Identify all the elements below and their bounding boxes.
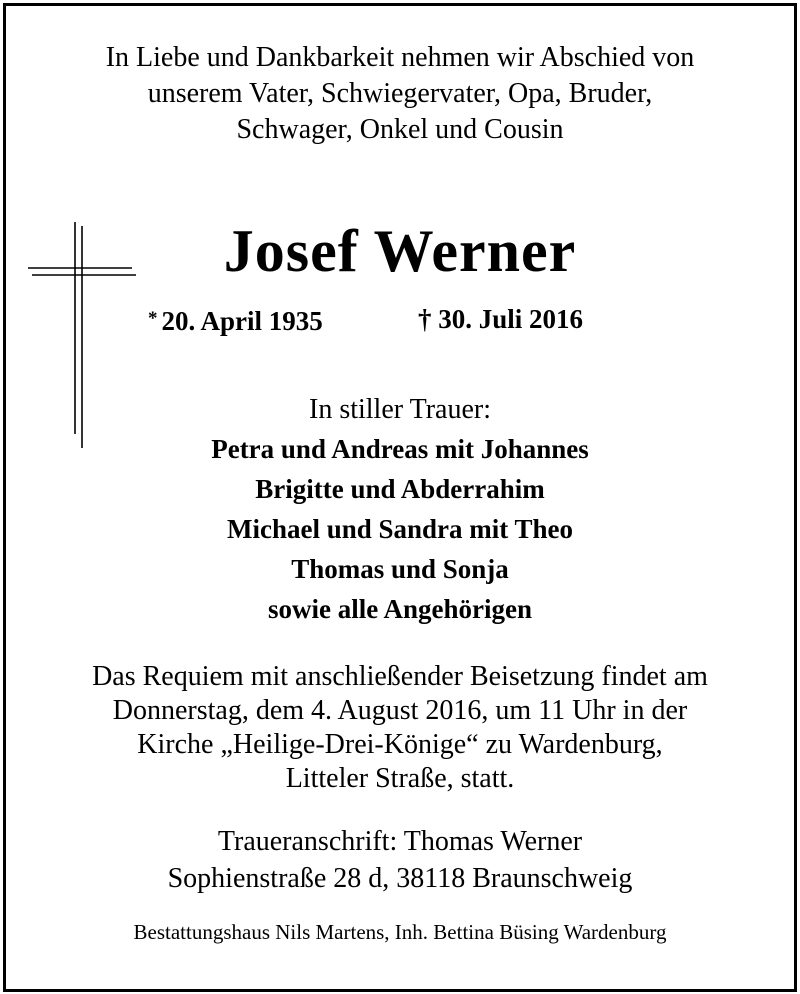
- mourner-name: sowie alle Angehörigen: [268, 594, 532, 624]
- mourners-list: [0, 429, 800, 629]
- service-line: Das Requiem mit anschließender Beisetzung findet am: [92, 661, 708, 692]
- address-line: Sophienstraße 28 d, 38118 Braunschweig: [167, 863, 633, 894]
- service-line: Kirche „Heilige-Drei-Könige“ zu Wardenburg,: [137, 729, 663, 760]
- mourner-name: Thomas und Sonja: [291, 554, 509, 584]
- intro-text: [0, 40, 800, 148]
- mourner-name: Petra und Andreas mit Johannes: [211, 434, 589, 464]
- intro-line: In Liebe und Dankbarkeit nehmen wir Abschied von: [105, 42, 695, 73]
- mourner-name: Michael und Sandra mit Theo: [226, 514, 574, 544]
- mourning-heading: In stiller Trauer:: [309, 394, 491, 425]
- birth-date-line: [148, 302, 323, 338]
- deceased-name: Josef Werner: [223, 218, 577, 284]
- death-date-line: [418, 302, 583, 336]
- death-dagger-icon: †: [418, 304, 432, 334]
- service-info: [0, 660, 800, 796]
- birth-star-icon: *: [148, 308, 158, 329]
- mourning-address: [0, 823, 800, 897]
- birth-date: 20. April 1935: [161, 306, 323, 336]
- death-date: 30. Juli 2016: [438, 304, 584, 334]
- mourner-name: Brigitte und Abderrahim: [255, 474, 545, 504]
- intro-line: Schwager, Onkel und Cousin: [236, 114, 564, 145]
- service-line: Litteler Straße, statt.: [285, 763, 515, 794]
- intro-line: unserem Vater, Schwiegervater, Opa, Bruder,: [147, 78, 653, 109]
- address-line: Traueranschrift: Thomas Werner: [217, 826, 583, 857]
- undertaker-credit: Bestattungshaus Nils Martens, Inh. Bettina Büsing Wardenburg: [133, 920, 667, 944]
- service-line: Donnerstag, dem 4. August 2016, um 11 Uhr in der: [112, 695, 688, 726]
